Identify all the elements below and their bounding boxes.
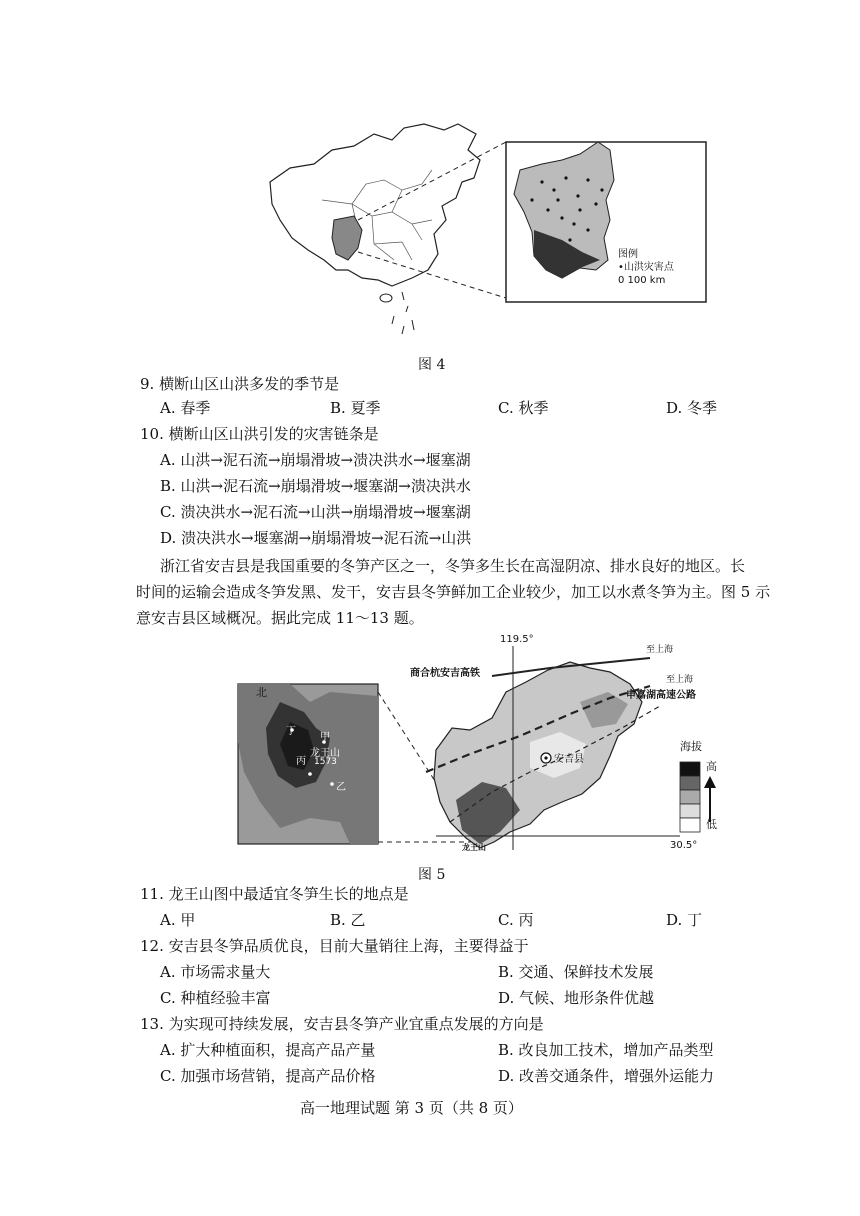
china-map bbox=[262, 120, 732, 350]
q9-option-d: D. 冬季 bbox=[666, 399, 718, 417]
q13-option-b: B. 改良加工技术，增加产品类型 bbox=[498, 1041, 714, 1059]
q12-stem: 12. 安吉县冬笋品质优良，目前大量销往上海，主要得益于 bbox=[140, 937, 529, 955]
inset-peak-label: 龙王山 bbox=[310, 748, 340, 759]
q9-option-a: A. 春季 bbox=[160, 399, 211, 417]
fig4-legend-item: 山洪灾害点 bbox=[623, 262, 674, 273]
figure-5 bbox=[230, 632, 730, 862]
q9-stem: 9. 横断山区山洪多发的季节是 bbox=[140, 375, 340, 393]
q10-option-c: C. 溃决洪水→泥石流→山洪→崩塌滑坡→堰塞湖 bbox=[160, 503, 471, 521]
q13-stem: 13. 为实现可持续发展，安吉县冬笋产业宜重点发展的方向是 bbox=[140, 1015, 544, 1033]
q9-option-c: C. 秋季 bbox=[498, 399, 549, 417]
mountain-label: 龙王山 bbox=[462, 843, 486, 852]
fig4-caption: 图 4 bbox=[418, 357, 446, 373]
passage-line-2: 时间的运输会造成冬笋发黑、发干，安吉县冬笋鲜加工企业较少，加工以水煮冬笋为主。图 5 示 bbox=[136, 583, 771, 601]
q11-stem: 11. 龙王山图中最适宜冬笋生长的地点是 bbox=[140, 885, 409, 903]
q10-option-b: B. 山洪→泥石流→崩塌滑坡→堰塞湖→溃决洪水 bbox=[160, 477, 471, 495]
to-shanghai-label-1: 至上海 bbox=[646, 645, 674, 655]
q12-option-b: B. 交通、保鲜技术发展 bbox=[498, 963, 654, 981]
lat-label: 30.5° bbox=[670, 840, 698, 851]
page-footer: 高一地理试题 第 3 页（共 8 页） bbox=[300, 1099, 523, 1117]
china-outline bbox=[270, 124, 480, 286]
figure-4 bbox=[262, 120, 732, 350]
q12-option-a: A. 市场需求量大 bbox=[160, 963, 271, 981]
passage-line-1: 浙江省安吉县是我国重要的冬笋产区之一，冬笋多生长在高湿阴凉、排水良好的地区。长 bbox=[160, 557, 746, 575]
q11-option-a: A. 甲 bbox=[160, 911, 196, 929]
fig5-caption: 图 5 bbox=[418, 867, 446, 883]
q11-option-c: C. 丙 bbox=[498, 911, 534, 929]
inset-north-label: 北 bbox=[256, 686, 267, 699]
elev-legend-title: 海拔 bbox=[680, 740, 702, 753]
q10-option-a: A. 山洪→泥石流→崩塌滑坡→溃决洪水→堰塞湖 bbox=[160, 451, 471, 469]
flood-point-icon: • bbox=[618, 262, 624, 273]
q11-option-b: B. 乙 bbox=[330, 911, 366, 929]
county-label: 安吉县 bbox=[554, 754, 584, 765]
q10-option-d: D. 溃决洪水→堰塞湖→崩塌滑坡→泥石流→山洪 bbox=[160, 529, 472, 547]
q11-option-d: D. 丁 bbox=[666, 911, 703, 929]
q12-option-d: D. 气候、地形条件优越 bbox=[498, 989, 655, 1007]
point-bing: 丙 bbox=[296, 756, 306, 767]
q12-option-c: C. 种植经验丰富 bbox=[160, 989, 271, 1007]
q10-stem: 10. 横断山区山洪引发的灾害链条是 bbox=[140, 425, 379, 443]
point-yi: 乙 bbox=[336, 782, 346, 793]
to-shanghai-label-2: 至上海 bbox=[666, 675, 694, 685]
point-jia: 甲 bbox=[320, 732, 330, 743]
fig4-legend-title: 图例 bbox=[618, 249, 638, 260]
railway-label: 商合杭安吉高铁 bbox=[410, 668, 480, 679]
lon-label: 119.5° bbox=[500, 634, 534, 645]
fig4-scale: 0 100 km bbox=[618, 275, 666, 286]
anji-map bbox=[230, 632, 730, 862]
elev-legend-high: 高 bbox=[706, 760, 717, 773]
highway-label: 申嘉湖高速公路 bbox=[626, 690, 696, 701]
point-ding: 丁 bbox=[286, 726, 296, 737]
q13-option-a: A. 扩大种植面积，提高产品产量 bbox=[160, 1041, 376, 1059]
q9-option-b: B. 夏季 bbox=[330, 399, 381, 417]
passage-line-3: 意安吉县区域概况。据此完成 11～13 题。 bbox=[136, 609, 424, 627]
inset-elev-label: 1573 bbox=[314, 757, 337, 767]
q13-option-c: C. 加强市场营销，提高产品价格 bbox=[160, 1067, 376, 1085]
elev-legend-low: 低 bbox=[706, 818, 717, 831]
q13-option-d: D. 改善交通条件，增强外运能力 bbox=[498, 1067, 715, 1085]
